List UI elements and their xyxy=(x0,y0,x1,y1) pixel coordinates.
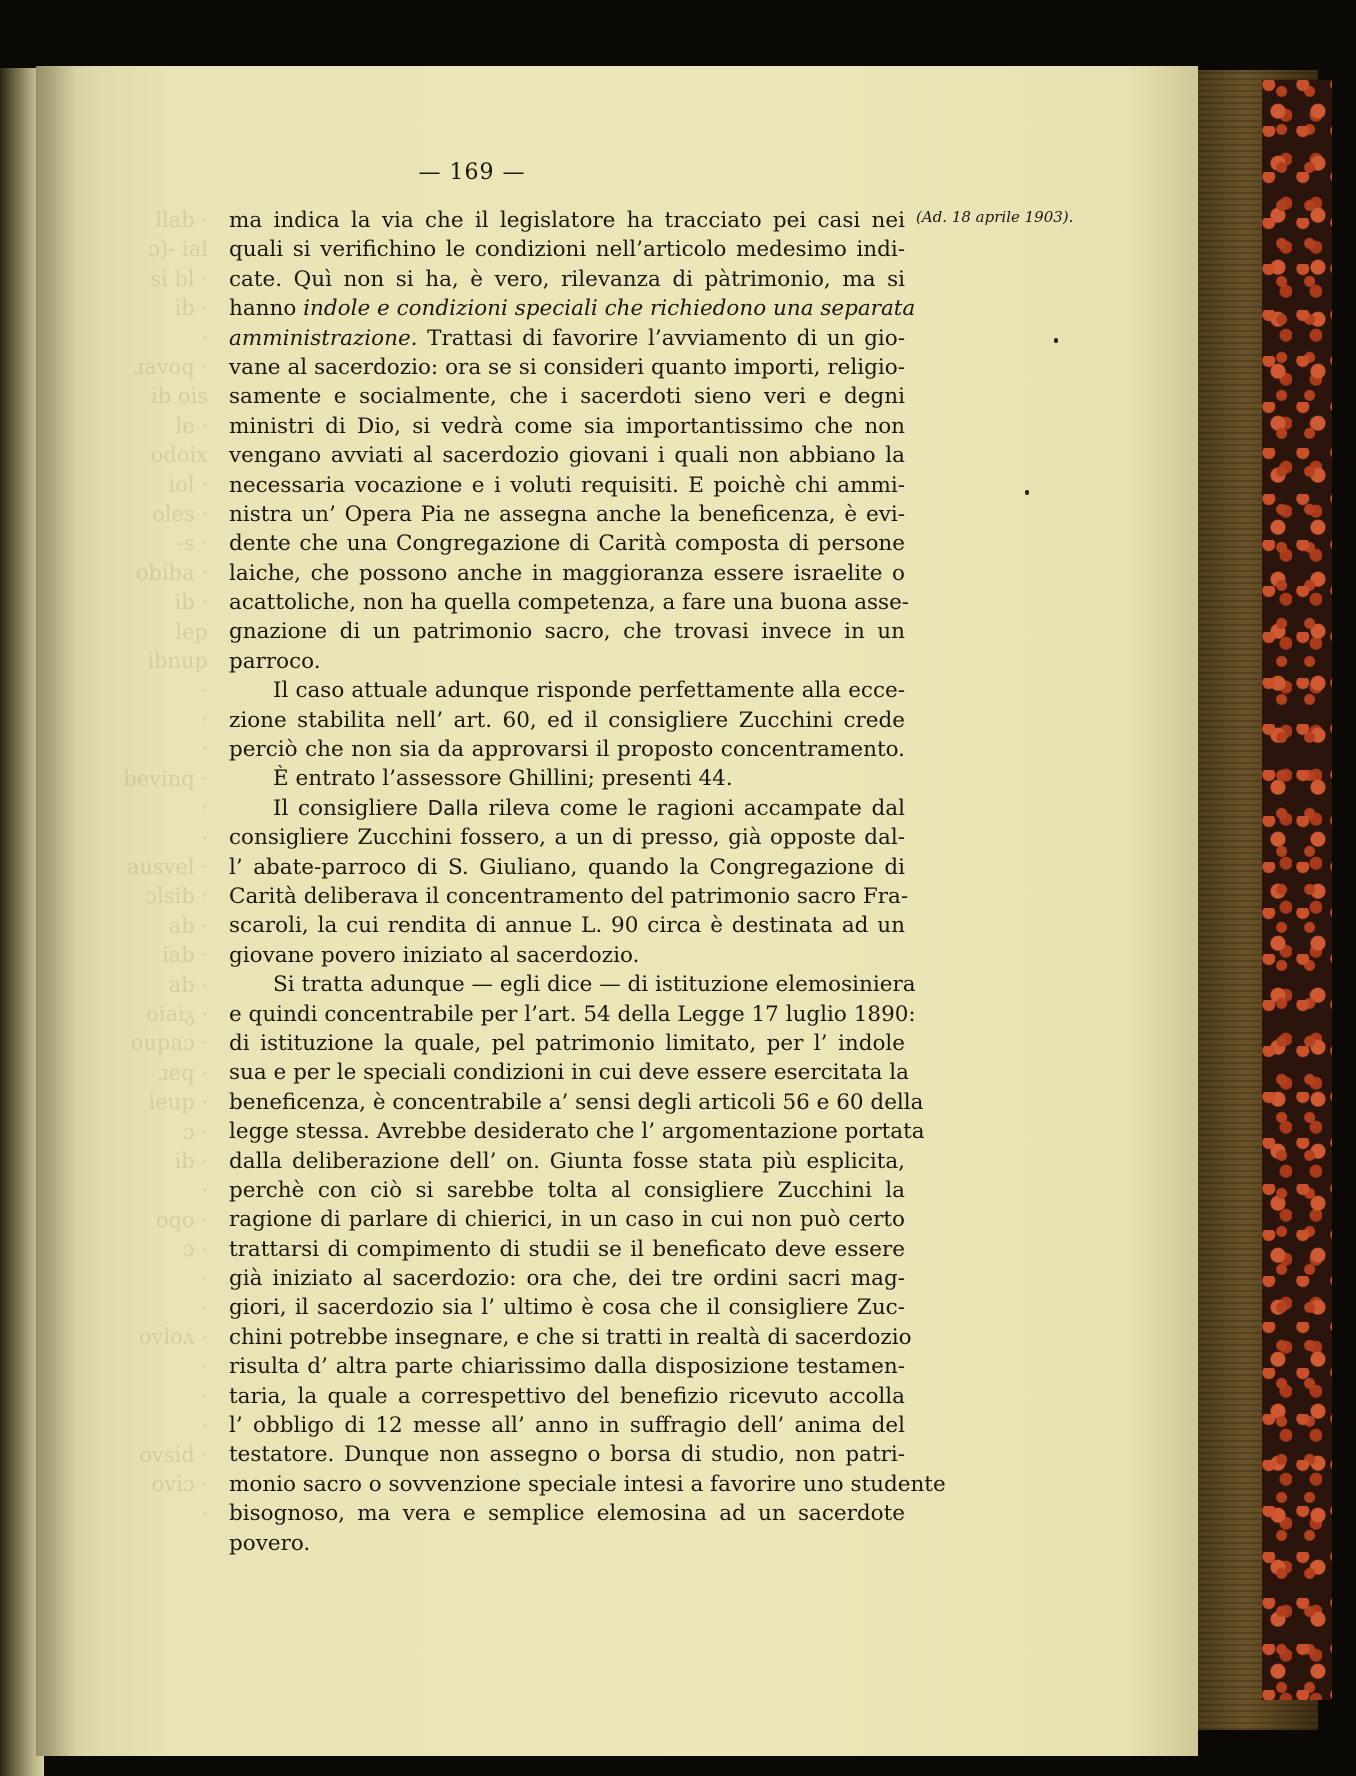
text-line: beneficenza, è concentrabile a’ sensi degli articoli 56 e 60 della xyxy=(229,1089,924,1115)
text-line: parroco. xyxy=(229,648,321,674)
text-line: dalla deliberazione dell’ on. Giunta fosse stata più esplicita, xyxy=(229,1148,905,1174)
text-line: acattoliche, non ha quella competenza, a fare una buona asse- xyxy=(229,590,910,616)
text-line: monio sacro o sovvenzione speciale intesi a favorire uno studente xyxy=(229,1471,946,1497)
text-line: quali si verifichino le condizioni nell’articolo medesimo indi- xyxy=(229,237,905,263)
text-line: ma indica la via che il legislatore ha tracciato pei casi nei xyxy=(229,208,905,233)
text-line: Il consigliere Dalla rileva come le ragioni accampate dal xyxy=(273,795,905,821)
text-line: Carità deliberava il concentramento del patrimonio sacro Fra- xyxy=(229,883,909,909)
text-line: È entrato l’assessore Ghillini; presenti 44. xyxy=(273,766,733,792)
text-line: povero. xyxy=(229,1530,311,1556)
text-line: perchè con ciò si sarebbe tolta al consigliere Zucchini la xyxy=(229,1177,905,1203)
text-line: l’ abate-parroco di S. Giuliano, quando la Congregazione di xyxy=(229,854,905,880)
text-line: zione stabilita nell’ art. 60, ed il consigliere Zucchini crede xyxy=(229,707,905,733)
text-line: trattarsi di compimento di studii se il beneficato deve essere xyxy=(229,1236,905,1262)
text-line: samente e socialmente, che i sacerdoti sieno veri e degni xyxy=(229,384,905,410)
text-line: scaroli, la cui rendita di annue L. 90 circa è destinata ad un xyxy=(229,913,905,939)
text-line: di istituzione la quale, pel patrimonio limitato, per l’ indole xyxy=(229,1030,905,1056)
ink-speck xyxy=(1025,490,1029,495)
text-line: bisognoso, ma vera e semplice elemosina ad un sacerdote xyxy=(229,1501,905,1527)
text-line: Si tratta adunque — egli dice — di istituzione elemosiniera xyxy=(273,972,916,998)
text-line: perciò che non sia da approvarsi il proposto concentramento. xyxy=(229,737,905,763)
text-line: laiche, che possono anche in maggioranza essere israelite o xyxy=(229,560,905,586)
text-line: ministri di Dio, si vedrà come sia importantissimo che non xyxy=(229,413,905,439)
text-line: l’ obbligo di 12 messe all’ anno in suffragio dell’ anima del xyxy=(229,1413,905,1439)
margin-date-note: (Ad. 18 aprile 1903). xyxy=(916,208,1074,226)
text-line: giovane povero iniziato al sacerdozio. xyxy=(229,942,640,968)
text-line: consigliere Zucchini fossero, a un di presso, già opposte dal- xyxy=(229,825,905,851)
text-line: chini potrebbe insegnare, e che si tratti in realtà di sacerdozio xyxy=(229,1324,912,1350)
marbled-fore-edge xyxy=(1262,80,1332,1700)
text-line: necessaria vocazione e i voluti requisiti. E poichè chi ammi- xyxy=(229,472,905,498)
text-line: sua e per le speciali condizioni in cui deve essere esercitata la xyxy=(229,1060,909,1086)
verso-show-through-left: llab · ɔ)- ial si bl · ib · · ɹavoq · ib ois le · odoix iol · oles · -s · obiba · ib · lep ibnup · · · bevinq · · · ausvel · ɔlsib · ab · iab · ab · oiaiᵹ · oupaɔ · ɹeq · ieup · ɔ · ib · · oqo · ɔ · · · ovloʌ · · · · ovsid · oviɔ · · xyxy=(123,208,208,1526)
text-line: Il caso attuale adunque risponde perfettamente alla ecce- xyxy=(273,678,905,704)
text-line: e quindi concentrabile per l’art. 54 della Legge 17 luglio 1890: xyxy=(229,1001,916,1027)
text-line: vane al sacerdozio: ora se si consideri quanto importi, religio- xyxy=(229,354,905,380)
body-text xyxy=(229,206,946,1558)
page-number: — 169 — xyxy=(418,160,526,185)
text-line: cate. Quì non si ha, è vero, rilevanza di pàtrimonio, ma si xyxy=(229,266,905,292)
text-line: dente che una Congregazione di Carità composta di persone xyxy=(229,531,905,557)
text-line: nistra un’ Opera Pia ne assegna anche la beneficenza, è evi- xyxy=(229,501,905,527)
text-line: hanno indole e condizioni speciali che richiedono una separata xyxy=(229,296,916,322)
text-line: giori, il sacerdozio sia l’ ultimo è cosa che il consigliere Zuc- xyxy=(229,1295,905,1321)
text-line: amministrazione. Trattasi di favorire l’avviamento di un gio- xyxy=(229,325,905,351)
text-line: taria, la quale a correspettivo del benefizio ricevuto accolla xyxy=(229,1383,905,1409)
gutter-shadow xyxy=(36,66,76,1756)
text-line: risulta d’ altra parte chiarissimo dalla disposizione testamen- xyxy=(229,1354,905,1380)
text-line: gnazione di un patrimonio sacro, che trovasi invece in un xyxy=(229,619,905,645)
text-line: già iniziato al sacerdozio: ora che, dei tre ordini sacri mag- xyxy=(229,1266,905,1292)
text-line: ragione di parlare di chierici, in un caso in cui non può certo xyxy=(229,1207,905,1233)
text-line: vengano avviati al sacerdozio giovani i quali non abbiano la xyxy=(229,443,905,469)
text-line: testatore. Dunque non assegno o borsa di studio, non patri- xyxy=(229,1442,905,1468)
ink-speck xyxy=(1054,338,1058,343)
text-line: legge stessa. Avrebbe desiderato che l’ argomentazione portata xyxy=(229,1119,925,1145)
